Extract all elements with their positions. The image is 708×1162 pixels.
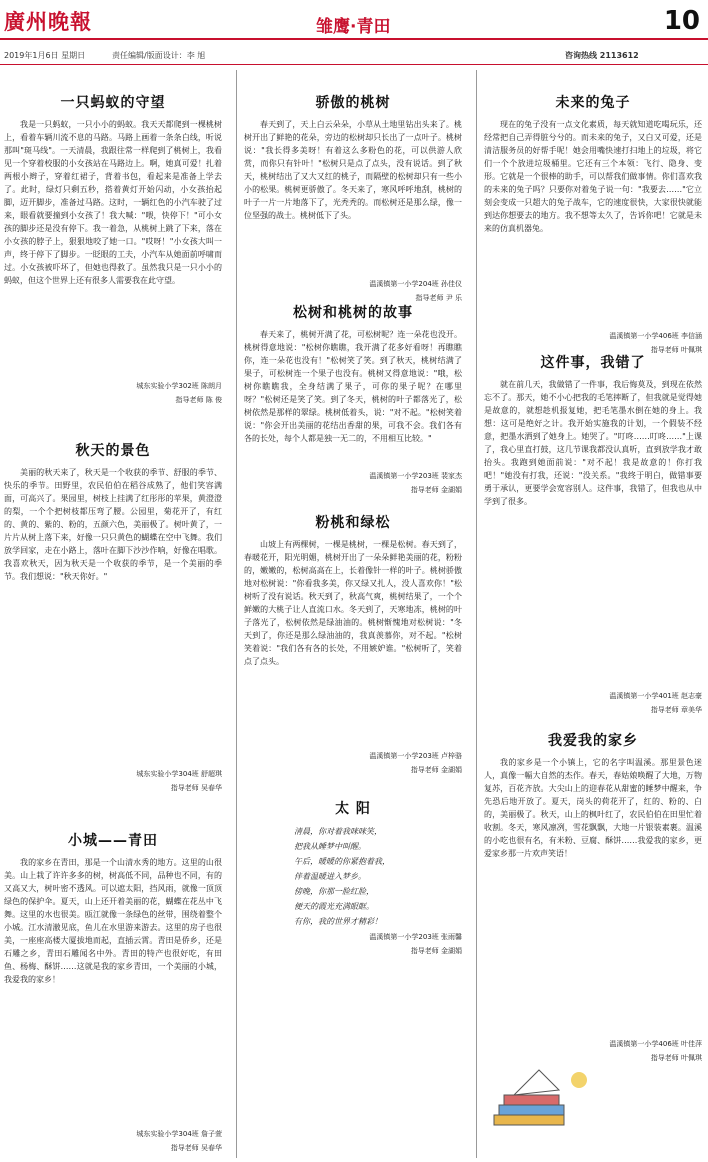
column-divider (236, 70, 237, 1158)
article-teacher: 指导老师 叶佩琪 (650, 346, 702, 354)
article-body: 现在的兔子没有一点文化素质，每天就知道吃喝玩乐，还经常把自己弄得脏兮兮的。而未来的兔子，又白又可爱，还是清洁服务员的好帮手呢！她会用嘴快速打扫地上的垃圾，将它们一个个放进垃圾桶里。它还有三个本领：飞行、隐身、变形。它就是一个很棒的助手，可以帮我们做事情。你们喜欢我的未来的兔子吗？只要你对着兔子说一句："我要去……"它立刻会变成一只超大的兔子战车，它的速度很快，大家很快就能到达你想要去的地方。我不想等太久了，告诉你吧！它就是未来的仿真机器兔。 (484, 120, 702, 233)
masthead-divider (0, 38, 708, 40)
article-ant-watch (4, 92, 222, 406)
newspaper-logo: 廣州晚報 (4, 9, 92, 34)
article-sun-poem (244, 798, 462, 957)
article-teacher: 指导老师 金湖娟 (410, 766, 462, 774)
article-body: 我是一只蚂蚁，一只小小的蚂蚁。我天天都爬到一棵桃树上，看着车辆川流不息的马路。马路上画着一条条白线，听说那叫"斑马线"。一天清晨，我跟往常一样爬到了桃树上，我看见一个穿着校服的小女孩站在马路边上。啊，她真可爱！扎着两根小辫子，穿着红裙子，背着书包，看起来是准备上学去了。此时，绿灯只剩五秒，搭着黄灯开始闪动，小女孩抬起脚，迈开脚步，准备过马路。这时，一辆红色的小汽车驶了过来，眼看就要撞到小女孩了！我大喊："喂，快停下！"可小女孩的脚步还是没有停下。我一着急，从桃树上跳了下来，落在小女孩的脖子上，狠狠地咬了她一口。"哎呀！"小女孩大叫一声，终于停下了脚步。一眨眼的工夫，小汽车从她面前呼啸而过。小女孩被吓坏了，但她也得救了。虽然我只是一只小小的蚂蚁，但这个世界上还有很多人需要我在此守望。 (4, 120, 222, 285)
poem-line: 清晨，你对着我咪咪笑， (294, 827, 382, 836)
poem-line: 便天的霞光充满眼眶。 (294, 902, 374, 911)
article-title: 松树和桃树的故事 (293, 305, 413, 321)
article-title: 太 阳 (335, 801, 371, 817)
article-title: 这件事，我错了 (540, 355, 646, 371)
article-byline: 温溪镇第一小学406班 李信涵 (609, 332, 702, 340)
page-number: 10 (663, 6, 700, 36)
article-body: 春天来了，桃树开满了花，可松树呢？连一朵花也没开。桃树得意地说："松树你瞧瞧，我开满了花多好看呀！再瞧瞧你，连一朵花也没有！"松树笑了笑。到了秋天，桃树结满了果子，可松树连一个果子也没有。桃树又得意地说："哦，松树你瞧瞧我，全身结满了果子，可你的果子呢？在哪里呀？"松树还是笑了笑。到了冬天，桃树的叶子都落光了，松树依然是那样的翠绿。桃树低着头，说："对不起。"松树笑着说："你会开出美丽的花结出香甜的果，可我不会。我们各有各的长处，每个人都是独一无二的，不用相互比较。" (244, 330, 462, 443)
issue-date: 2019年1月6日 星期日 (4, 51, 86, 60)
article-byline: 城东实验小学304班 舒超琪 (136, 770, 222, 778)
article-pink-peach-green-pine (244, 512, 462, 776)
article-autumn-scenery (4, 440, 222, 794)
article-title: 粉桃和绿松 (315, 515, 391, 531)
article-teacher: 指导老师 章美华 (650, 706, 702, 714)
article-pine-peach-story (244, 302, 462, 496)
column-divider (476, 70, 477, 1158)
article-teacher: 指导老师 叶佩琪 (650, 1054, 702, 1062)
poem-line: 有你，我的世界才精彩！ (294, 917, 382, 926)
article-body: 就在前几天，我做错了一件事，我后悔莫及，到现在依然忘不了。那天，她不小心把我的毛笔摔断了，但我就是觉得她是故意的，就想趁机报复她，把毛笔墨水倒在她的身上。我想：这可是绝好之计。我开始实施我的计划，一个假装不经意，把墨水洒到了她身上。她哭了。"叮咚……叮咚……"上课了，我心里直打鼓，这几节课我都没认真听，直到放学我才敢抬头。我跑到她面前说："对不起！我是故意的！你打我吧！"她没有打我，还说："没关系。"我终于明白，做错事要勇于承认，更要学会宽容别人。这件事，我错了，但我也从中学到了很多。 (484, 380, 702, 506)
editor-credits: 责任编辑/版面设计：李 旭 (112, 51, 206, 60)
article-body: 我的家乡是一个小镇上，它的名字叫温溪。那里景色迷人，真像一幅大自然的杰作。春天，春姑娘唤醒了大地，万物复苏，百花齐放。大尖山上的迎春花从甜蜜的睡梦中醒来，争先恐后地开放了。夏天，岗头的荷花开了，红的、粉的、白的，美丽极了。秋天，山上的枫叶红了，农民伯伯在田里忙着收割。冬天，寒风凛冽，雪花飘飘，大地一片银装素裹。温溪的小吃也很有名，有米粉、豆腐、酥饼……我爱我的家乡，更爱家乡那一片欢声笑语！ (484, 758, 702, 858)
poem-line: 午后，暖暖的你紧抱着我， (294, 857, 390, 866)
article-teacher: 指导老师 金湖娟 (410, 486, 462, 494)
article-body: 山坡上有两棵树，一棵是桃树，一棵是松树。春天到了，春暖花开，阳光明媚，桃树开出了一朵朵鲜艳美丽的花，粉粉的，嫩嫩的，松树高高在上，长着像针一样的叶子。桃树骄傲地对松树说："你看我多美，你又绿又扎人，没人喜欢你！"松树听了没有说话。秋天到了，秋高气爽，桃树结果了，一个个鲜嫩的大桃子让人直流口水。冬天到了，天寒地冻，桃树的叶子落光了，松树依然是绿油油的。桃树惭愧地对松树说："冬天到了，你还是那么绿油油的，我真羡慕你，对不起。"松树笑着说："我们各有各的长处，不用嫉妒谁。"松树听了，笑着点了点头。 (244, 540, 462, 666)
article-body: 美丽的秋天来了，秋天是一个收获的季节、舒服的季节、快乐的季节。田野里，农民伯伯在稻谷成熟了，他们笑容满面，可高兴了。果园里，树枝上挂满了红彤彤的苹果，黄澄澄的梨，一个个把树枝都压弯了腰。公园里，菊花开了，有红的、黄的、紫的、粉的，五颜六色，美丽极了。树叶黄了，一片片从树上落下来，好像一只只黄色的蝴蝶在空中飞舞。我们放学回家，走在小路上，落叶在脚下沙沙作响，好像在唱歌。我喜欢秋天，因为秋天是一个收获的季节，是一个美丽的季节。我们想说："秋天你好。" (4, 468, 222, 581)
article-byline: 温溪镇第一小学203班 张雨馨 (369, 933, 462, 941)
article-i-was-wrong (484, 352, 702, 716)
article-byline: 温溪镇第一小学203班 卢梓骆 (369, 752, 462, 760)
article-title: 未来的兔子 (555, 95, 631, 111)
masthead (0, 0, 708, 44)
article-title: 一只蚂蚁的守望 (60, 95, 166, 111)
info-divider (0, 64, 708, 65)
hotline: 咨询热线 2113612 (565, 51, 639, 60)
article-byline: 温溪镇第一小学406班 叶佳萍 (609, 1040, 702, 1048)
poem-line: 伴着温暖进入梦乡。 (294, 872, 366, 881)
article-teacher: 指导老师 陈 俊 (175, 396, 222, 404)
article-body: 我的家乡在青田，那是一个山清水秀的地方。这里的山很美。山上栽了许许多多的树，树高低不同，品种也不同，有的又高又大，树叶密不透风。可以遮太阳，挡风雨，就像一顶顶绿色的保护伞。夏天，山上还开着美丽的花，蝴蝶在花丛中飞舞。这里的水也很美。瓯江就像一条绿色的丝带，围绕着整个小城。江水清澈见底，鱼儿在水里游来游去。这里的房子也很美，一座座高楼大厦拔地而起，直插云霄。青田是侨乡，还是石雕之乡，青田石雕闻名中外。青田的特产也很好吃，有田鱼、杨梅、酥饼……这就是我的家乡青田，一个美丽的小城，我爱我的家乡！ (4, 858, 222, 984)
article-byline: 温溪镇第一小学401班 赵志豪 (609, 692, 702, 700)
article-love-hometown (484, 730, 702, 1064)
article-teacher: 指导老师 吴春华 (170, 1144, 222, 1152)
article-byline: 城东实验小学302班 陈朗月 (136, 382, 222, 390)
poem-line: 把我从睡梦中叫醒。 (294, 842, 366, 851)
article-title: 我爱我的家乡 (548, 733, 638, 749)
article-title: 秋天的景色 (75, 443, 151, 459)
poem-line: 傍晚，你那一脸红脸， (294, 887, 374, 896)
poem-body (294, 824, 462, 929)
article-byline: 城东实验小学304班 詹子萱 (136, 1130, 222, 1138)
article-teacher: 指导老师 尹 乐 (415, 294, 462, 302)
article-proud-peach (244, 92, 462, 304)
info-bar (0, 50, 708, 64)
article-future-rabbit (484, 92, 702, 356)
section-title: 雏鹰·青田 (316, 17, 391, 37)
article-title: 骄傲的桃树 (315, 95, 391, 111)
article-teacher: 指导老师 吴春华 (170, 784, 222, 792)
article-byline: 温溪镇第一小学204班 孙佳仪 (369, 280, 462, 288)
article-title: 小城——青田 (68, 833, 158, 849)
books-illustration (484, 1060, 604, 1150)
article-body: 春天到了，天上白云朵朵，小草从土地里钻出头来了。桃树开出了鲜艳的花朵，旁边的松树却只长出了一点叶子。桃树说："我长得多美呀！有着这么多粉色的花，可以供游人欣赏，而你只有针叶！"松树只是点了点头，没有说话。到了秋天，桃树结出了又大又红的桃子，而隔壁的松树却只有一些小小的松果。桃树更骄傲了。冬天来了，寒风呼呼地刮，桃树的叶子一片一片地落下了，光秃秃的。而松树还是那么绿，像一位坚强的战士。桃树低下了头。 (244, 120, 462, 220)
article-small-city (4, 830, 222, 1154)
article-byline: 温溪镇第一小学203班 裴家杰 (369, 472, 462, 480)
article-teacher: 指导老师 金湖娟 (410, 947, 462, 955)
